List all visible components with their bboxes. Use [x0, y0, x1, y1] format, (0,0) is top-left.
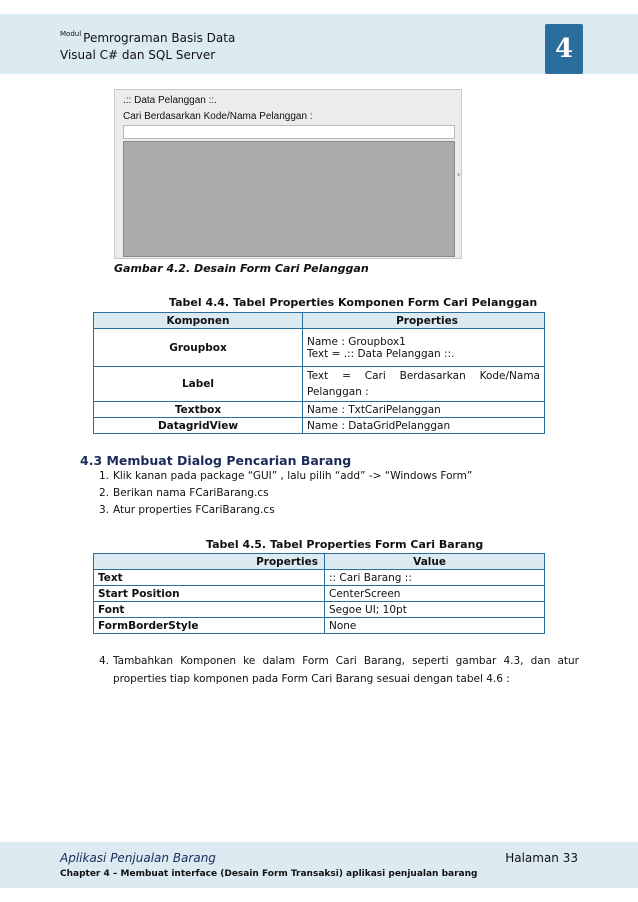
cell-property: FormBorderStyle — [94, 618, 325, 634]
groupbox-title: .:: Data Pelanggan ::. — [123, 95, 217, 106]
cell-properties: Name : DataGridPelanggan — [303, 418, 545, 434]
header-course: Pemrograman Basis Data — [83, 31, 236, 45]
table-row — [94, 367, 545, 402]
list-number: 2. — [99, 487, 110, 499]
table-row — [94, 418, 545, 434]
table-row — [94, 570, 545, 586]
list-item — [99, 504, 275, 516]
section-heading: 4.3 Membuat Dialog Pencarian Barang — [80, 453, 352, 468]
cell-properties: Text = Cari Berdasarkan Kode/Nama Pelanggan : — [303, 367, 545, 402]
cell-properties: Name : TxtCariPelanggan — [303, 402, 545, 418]
header-modul-label: Modul — [60, 30, 82, 38]
cell-properties — [303, 329, 545, 367]
table-4-5-title: Tabel 4.5. Tabel Properties Form Cari Barang — [206, 538, 484, 551]
cell-value: CenterScreen — [325, 586, 545, 602]
cell-property: Text — [94, 570, 325, 586]
list-item — [99, 470, 472, 482]
search-label: Cari Berdasarkan Kode/Nama Pelanggan : — [123, 111, 313, 122]
table-row — [94, 329, 545, 367]
cell-value: :: Cari Barang :: — [325, 570, 545, 586]
footer-page-number: Halaman 33 — [505, 851, 578, 865]
chapter-number-badge: 4 — [545, 24, 583, 74]
figure-caption: Gambar 4.2. Desain Form Cari Pelanggan — [114, 262, 369, 275]
cell-komponen: DatagridView — [94, 418, 303, 434]
table-4-5 — [93, 553, 545, 634]
search-textbox — [123, 125, 455, 139]
property-line: Name : Groupbox1 — [307, 335, 406, 348]
cell-komponen: Textbox — [94, 402, 303, 418]
table-row — [94, 618, 545, 634]
table-row — [94, 586, 545, 602]
column-header-komponen: Komponen — [94, 313, 303, 329]
list-number: 4. — [99, 655, 110, 667]
list-item-step-4 — [99, 652, 579, 688]
property-line: Text = .:: Data Pelanggan ::. — [307, 347, 455, 360]
cell-property: Font — [94, 602, 325, 618]
list-item — [99, 487, 269, 499]
table-header-row — [94, 554, 545, 570]
header-subtitle: Visual C# dan SQL Server — [60, 48, 216, 62]
form-design-screenshot — [114, 89, 462, 259]
datagrid-view — [123, 141, 455, 257]
table-row — [94, 402, 545, 418]
page-footer — [0, 842, 638, 888]
cell-komponen: Label — [94, 367, 303, 402]
cell-property: Start Position — [94, 586, 325, 602]
cell-value: Segoe UI; 10pt — [325, 602, 545, 618]
cell-value: None — [325, 618, 545, 634]
footer-book-title: Aplikasi Penjualan Barang — [60, 851, 216, 865]
list-number: 1. — [99, 470, 110, 482]
table-row — [94, 602, 545, 618]
header-title — [60, 30, 235, 45]
column-header-properties: Properties — [94, 554, 325, 570]
table-header-row — [94, 313, 545, 329]
list-text: Klik kanan pada package “GUI” , lalu pilih “add” -> “Windows Form” — [113, 470, 473, 482]
list-text: Atur properties FCariBarang.cs — [113, 504, 275, 516]
cell-komponen: Groupbox — [94, 329, 303, 367]
column-header-value: Value — [325, 554, 545, 570]
footer-chapter-title: Chapter 4 – Membuat interface (Desain Form Transaksi) aplikasi penjualan barang — [60, 869, 478, 879]
resize-mark: ‹ — [457, 170, 461, 179]
table-4-4 — [93, 312, 545, 434]
column-header-properties: Properties — [303, 313, 545, 329]
table-4-4-title: Tabel 4.4. Tabel Properties Komponen Form Cari Pelanggan — [169, 296, 538, 309]
list-number: 3. — [99, 504, 110, 516]
list-text: Berikan nama FCariBarang.cs — [113, 487, 269, 499]
list-text: Tambahkan Komponen ke dalam Form Cari Barang, seperti gambar 4.3, dan atur properties tiap komponen pada Form Cari Barang sesuai dengan tabel 4.6 : — [113, 655, 579, 685]
